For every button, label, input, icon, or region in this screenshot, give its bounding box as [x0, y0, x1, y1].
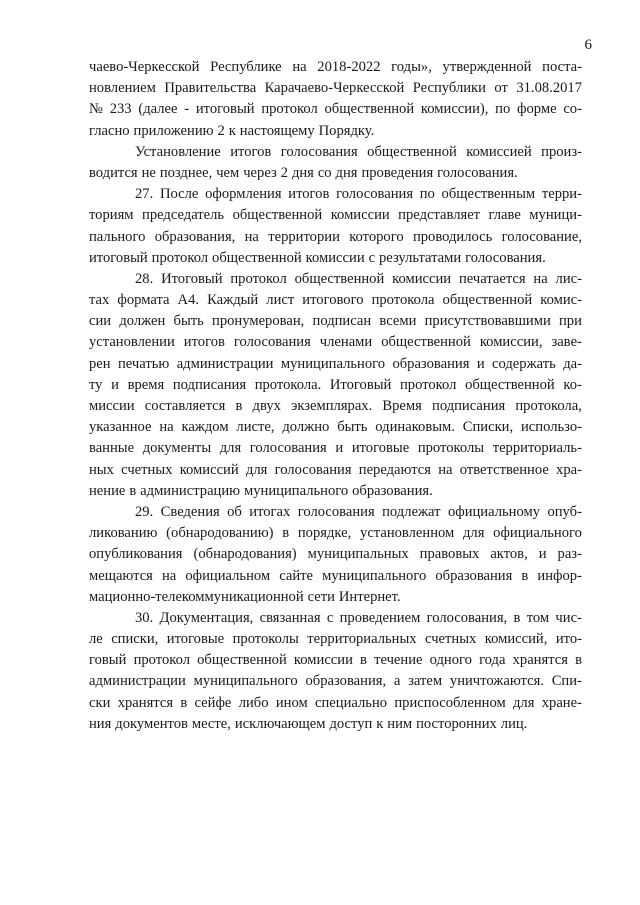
word: итогов: [288, 186, 330, 203]
word: территориальных: [307, 631, 417, 648]
word: официальному: [447, 503, 541, 520]
word: 2018-2022: [317, 59, 381, 75]
word: подписания: [432, 398, 506, 414]
word: оформления: [205, 186, 282, 203]
word: Установление: [135, 143, 221, 160]
word: ином: [275, 694, 308, 711]
text-line: [89, 248, 582, 269]
word: течение: [374, 652, 423, 669]
word: голосования: [280, 143, 358, 160]
word: ту: [89, 376, 103, 393]
word: муниципального: [280, 355, 386, 372]
word: по: [419, 186, 435, 203]
text-line: [89, 417, 582, 438]
word: общественной: [294, 270, 385, 287]
word: 233: [109, 101, 132, 118]
word: исключающем: [234, 715, 326, 732]
word: всеми: [379, 313, 417, 330]
word: Документация,: [159, 609, 254, 626]
word: в: [521, 567, 529, 584]
word: ко-: [563, 376, 582, 393]
text-line: [89, 184, 582, 205]
word: проведением: [339, 609, 421, 626]
word: счетных: [425, 631, 477, 648]
word: протокол: [133, 652, 190, 669]
word: территории: [268, 228, 340, 245]
word: года: [479, 652, 506, 669]
word: итоговый: [195, 101, 255, 118]
word: сайте: [279, 567, 314, 584]
word: голосования: [297, 503, 375, 520]
word: позднее,: [159, 164, 213, 181]
word: голосования.: [465, 249, 546, 266]
word: посторонних: [416, 715, 497, 732]
word: итогах: [249, 503, 291, 520]
word: в: [282, 525, 290, 542]
text-line: [89, 57, 582, 78]
text-line: [89, 438, 582, 459]
word: администрации: [176, 355, 274, 372]
word: результатами: [379, 249, 462, 266]
word: со: [317, 164, 332, 181]
word: общественной: [465, 376, 555, 393]
word: администрацию: [140, 482, 241, 499]
word: передаются: [358, 461, 431, 478]
word: Республики: [412, 80, 486, 97]
paragraph-27: [89, 184, 582, 269]
word: каждом: [181, 419, 229, 436]
word: с: [368, 249, 376, 266]
word: комиссий,: [484, 631, 548, 648]
word: проводилось: [412, 228, 493, 245]
word: подписания: [172, 376, 247, 393]
text-line: [89, 78, 582, 99]
word: экземплярах.: [291, 398, 373, 414]
word: на: [292, 59, 307, 75]
word: водится: [89, 164, 138, 181]
word: от: [494, 80, 508, 97]
word: пронумерован,: [212, 313, 305, 330]
word: А4.: [177, 292, 200, 309]
word: месте,: [191, 715, 231, 732]
word: общественной: [381, 334, 471, 351]
word: (далее: [138, 101, 178, 118]
word: членами: [319, 334, 373, 351]
word: протокола: [371, 292, 435, 309]
word: образования.: [352, 482, 433, 499]
word: сети: [307, 588, 335, 605]
word: об: [227, 503, 242, 520]
document-body: [89, 57, 582, 735]
word: протоколы: [417, 440, 485, 457]
word: одного: [429, 652, 472, 669]
text-line: [89, 460, 582, 481]
word: быть: [337, 419, 368, 436]
word: том: [526, 609, 550, 626]
word: специально: [315, 694, 388, 711]
word: форме: [517, 101, 557, 118]
word: должно: [282, 419, 330, 436]
text-line: [89, 311, 582, 332]
text-line: [89, 587, 582, 608]
word: чаево-Черкесской: [89, 59, 200, 75]
word: Республике: [210, 59, 282, 75]
word: ски: [89, 694, 111, 711]
text-line: [89, 566, 582, 587]
text-line: [89, 205, 582, 226]
word: голосования: [233, 334, 311, 351]
word: 27.: [135, 186, 154, 203]
word: главе: [488, 207, 521, 224]
word: использо-: [521, 419, 582, 436]
text-line: [89, 544, 582, 565]
word: листе,: [236, 419, 275, 436]
word: протокол: [261, 101, 318, 118]
word: итоговые: [351, 440, 410, 457]
word: чем: [216, 164, 240, 181]
word: новлением: [89, 80, 156, 97]
word: печатью: [117, 355, 170, 372]
word: на: [244, 228, 259, 245]
text-line: [89, 354, 582, 375]
word: ванные: [89, 440, 135, 457]
word: ним: [387, 715, 413, 732]
text-line: [89, 290, 582, 311]
word: 31.08.2017: [516, 80, 582, 97]
word: одинаковым.: [375, 419, 455, 436]
word: общественной: [367, 143, 457, 160]
word: сии: [89, 313, 112, 330]
word: ито-: [555, 631, 582, 648]
word: составляется: [144, 398, 226, 414]
word: завe-: [551, 334, 582, 351]
text-line: [89, 693, 582, 714]
word: мещаются: [89, 567, 153, 584]
paragraph-continuation: [89, 57, 582, 142]
word: протокола,: [515, 398, 582, 414]
word: миссии: [89, 398, 135, 414]
word: образования,: [305, 673, 387, 690]
word: муниципального: [244, 482, 349, 499]
word: муници-: [529, 207, 582, 224]
word: и: [476, 355, 485, 372]
word: лист: [266, 292, 295, 309]
word: дня: [291, 164, 314, 181]
word: голосование,: [501, 228, 582, 245]
word: итоговый: [89, 249, 148, 266]
word: затем: [408, 673, 443, 690]
word: После: [159, 186, 199, 203]
paragraph-29: [89, 502, 582, 608]
word: официальном: [185, 567, 271, 584]
word: лиц.: [500, 715, 528, 732]
word: подлежат: [382, 503, 441, 520]
word: итогов: [230, 143, 272, 160]
word: 2: [217, 122, 225, 139]
word: в: [129, 482, 137, 499]
paragraph-30: [89, 608, 582, 735]
word: инфор-: [537, 567, 582, 584]
text-line: [89, 650, 582, 671]
word: для: [245, 461, 268, 478]
word: в: [180, 694, 188, 711]
paragraph-28: [89, 269, 582, 502]
word: хранятся: [512, 652, 568, 669]
word: утвержденной: [442, 59, 532, 75]
word: муниципального: [322, 567, 427, 584]
word: в: [235, 398, 243, 414]
word: образования: [435, 567, 513, 584]
word: документов: [115, 715, 188, 732]
word: общественной: [324, 101, 415, 118]
word: рен: [89, 355, 111, 372]
word: подписан: [312, 313, 372, 330]
word: комиссий: [179, 461, 239, 478]
word: либо: [238, 694, 269, 711]
word: настоящему: [239, 122, 315, 139]
word: территориаль-: [492, 440, 582, 457]
word: в: [360, 652, 367, 669]
text-line: [89, 227, 582, 248]
word: общественной: [197, 652, 287, 669]
word: на: [161, 567, 177, 584]
word: комиссией: [466, 143, 532, 160]
word: протоколы: [232, 631, 299, 648]
word: муниципального: [193, 673, 298, 690]
word: протокола.: [254, 376, 322, 393]
word: комиссии,: [479, 334, 543, 351]
word: голосования: [249, 440, 327, 457]
word: должен: [119, 313, 166, 330]
word: установленном: [360, 525, 455, 542]
word: №: [89, 101, 103, 118]
word: на: [438, 461, 453, 478]
paragraph-establishment: [89, 142, 582, 184]
text-line: [89, 396, 582, 417]
word: опубликования: [89, 546, 183, 563]
word: на: [533, 270, 548, 287]
text-line: [89, 375, 582, 396]
word: комиссии: [293, 652, 353, 669]
word: в: [513, 609, 521, 626]
word: Интернет.: [338, 588, 401, 605]
word: Порядку.: [318, 122, 375, 139]
word: не: [141, 164, 156, 181]
word: по: [495, 101, 511, 118]
word: ле: [89, 631, 103, 648]
word: Списки,: [462, 419, 514, 436]
word: терри-: [541, 186, 582, 203]
word: общественным: [441, 186, 536, 203]
word: быть: [173, 313, 204, 330]
word: ответственное: [459, 461, 549, 478]
word: комис-: [540, 292, 582, 309]
word: порядке,: [297, 525, 352, 542]
text-line: [89, 269, 582, 290]
word: установлении: [89, 334, 175, 351]
word: хране-: [541, 694, 582, 711]
word: приложению: [133, 122, 214, 139]
text-line: [89, 142, 582, 163]
word: Итоговый: [329, 376, 392, 393]
word: к: [228, 122, 236, 139]
word: при: [559, 313, 582, 330]
text-line: [89, 502, 582, 523]
word: для: [513, 694, 535, 711]
word: указанное: [89, 419, 152, 436]
word: голосования: [336, 186, 414, 203]
word: на: [159, 419, 174, 436]
word: актов,: [490, 546, 528, 563]
text-line: [89, 608, 582, 629]
word: общественной: [442, 292, 533, 309]
word: в: [575, 652, 582, 669]
word: приспособленном: [394, 694, 506, 711]
word: и: [538, 546, 547, 563]
word: представляет: [398, 207, 481, 224]
word: которого: [349, 228, 404, 245]
word: образования,: [154, 228, 236, 245]
word: комиссии: [392, 270, 452, 287]
word: Карачаево-Черкесской: [264, 80, 405, 97]
word: сейфе: [194, 694, 232, 711]
word: общественной: [232, 207, 323, 224]
word: протокол: [230, 270, 287, 287]
word: гласно: [89, 122, 130, 139]
word: и: [111, 376, 119, 393]
word: двух: [252, 398, 281, 414]
word: (обнародованию): [166, 525, 274, 542]
word: и: [335, 440, 344, 457]
word: официального: [493, 525, 582, 542]
word: Итоговый: [161, 270, 223, 287]
word: 29.: [135, 503, 154, 520]
word: содержать: [492, 355, 556, 372]
word: для: [463, 525, 485, 542]
word: -: [184, 101, 190, 118]
word: итоговые: [166, 631, 225, 648]
word: (обнародования): [193, 546, 297, 563]
word: администрации: [89, 673, 186, 690]
text-line: [89, 629, 582, 650]
word: муниципальных: [307, 546, 409, 563]
word: для: [219, 440, 242, 457]
word: тах: [89, 292, 110, 309]
word: с: [326, 609, 334, 626]
text-line: [89, 523, 582, 544]
text-line: [89, 99, 582, 120]
word: голосования: [274, 461, 352, 478]
word: документы: [142, 440, 212, 457]
word: к: [376, 715, 384, 732]
word: счетных: [121, 461, 173, 478]
word: лис-: [555, 270, 582, 287]
text-line: [89, 671, 582, 692]
word: 2: [280, 164, 288, 181]
word: правовых: [419, 546, 480, 563]
word: опуб-: [547, 503, 582, 520]
word: протокол: [399, 376, 457, 393]
word: образования: [392, 355, 470, 372]
word: комиссии: [330, 207, 390, 224]
word: мационно-телекоммуникационной: [89, 588, 304, 605]
word: Спи-: [551, 673, 582, 690]
page-number: 6: [584, 37, 592, 53]
word: время: [127, 376, 165, 393]
word: связанная: [259, 609, 321, 626]
word: ториям: [89, 207, 134, 224]
word: формата: [117, 292, 170, 309]
word: годы»,: [391, 59, 432, 75]
word: раз-: [557, 546, 582, 563]
word: печатается: [458, 270, 526, 287]
word: чис-: [555, 609, 582, 626]
word: 28.: [135, 270, 154, 287]
word: списки,: [111, 631, 159, 648]
word: общественной: [212, 249, 302, 266]
word: нение: [89, 482, 126, 499]
word: а: [393, 673, 401, 690]
word: итогового: [302, 292, 364, 309]
word: поста-: [542, 59, 582, 75]
word: Правительства: [164, 80, 257, 97]
word: произ-: [541, 143, 582, 160]
word: говый: [89, 652, 127, 669]
word: со-: [563, 101, 582, 118]
word: доступ: [329, 715, 373, 732]
word: через: [243, 164, 277, 181]
word: комиссии),: [420, 101, 489, 118]
word: да-: [563, 355, 582, 372]
text-line: [89, 163, 582, 184]
word: голосования.: [437, 164, 518, 181]
word: ных: [89, 461, 114, 478]
word: ликованию: [89, 525, 158, 542]
word: хра-: [556, 461, 582, 478]
text-line: [89, 481, 582, 502]
word: комиссии: [305, 249, 365, 266]
word: хранятся: [117, 694, 174, 711]
word: итогов: [183, 334, 225, 351]
word: пального: [89, 228, 146, 245]
word: ния: [89, 715, 112, 732]
text-line: [89, 332, 582, 353]
text-line: [89, 714, 582, 735]
word: Время: [382, 398, 422, 414]
word: протокол: [151, 249, 209, 266]
word: проведения: [361, 164, 434, 181]
word: Каждый: [207, 292, 259, 309]
word: уничтожаются.: [449, 673, 544, 690]
word: Сведения: [160, 503, 220, 520]
word: 30.: [135, 609, 154, 626]
text-line: [89, 121, 582, 142]
word: присутствовавшими: [424, 313, 551, 330]
word: председатель: [142, 207, 225, 224]
word: дня: [335, 164, 358, 181]
word: голосования,: [426, 609, 508, 626]
